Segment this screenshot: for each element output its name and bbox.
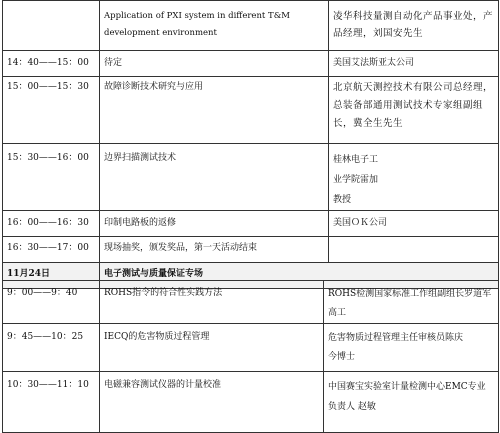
table-row (3, 77, 499, 144)
time-cell (3, 1, 100, 51)
speaker-cell: 凌华科技量测自动化产品事业处，产品经理，刘国安先生 (329, 1, 499, 51)
table-row (3, 144, 499, 211)
day-title: 电子测试与质量保证专场 (100, 263, 499, 289)
topic-cell: ROHS指令的符合性实践方法 (100, 281, 324, 324)
topic-cell: 待定 (100, 51, 329, 77)
topic-cell: IECQ的危害物质过程管理 (100, 324, 324, 372)
speaker-cell (329, 237, 499, 263)
table-row (3, 211, 499, 237)
time-cell: 16：30——17：00 (3, 237, 100, 263)
topic-cell: Application of PXI system in different T&M development environment (100, 1, 329, 51)
speaker-cell: 美国ＯＫ公司 (329, 211, 499, 237)
schedule-table (2, 0, 499, 289)
time-cell: 9：00——9：40 (3, 281, 100, 324)
time-cell: 9：45——10：25 (3, 324, 100, 372)
table-row (3, 1, 499, 51)
topic-cell: 现场抽奖，颁发奖品，第一天活动结束 (100, 237, 329, 263)
table-row (3, 281, 499, 324)
table-row (3, 237, 499, 263)
speaker-cell: 危害物质过程管理主任审核员陈庆今博士 (324, 324, 499, 372)
time-cell: 16：00——16：30 (3, 211, 100, 237)
topic-cell: 印制电路板的返修 (100, 211, 329, 237)
topic-cell: 边界扫描测试技术 (100, 144, 329, 211)
table-row (3, 372, 499, 433)
table-row (3, 324, 499, 372)
time-cell: 15：00——15：30 (3, 77, 100, 144)
time-cell: 14：40——15：00 (3, 51, 100, 77)
topic-cell: 电磁兼容测试仪器的计量校准 (100, 372, 324, 433)
schedule-table-day2 (2, 280, 499, 433)
speaker-cell: 桂林电子工业学院雷加教授 (329, 144, 499, 211)
day-date: 11月24日 (3, 263, 100, 289)
topic-cell: 故障诊断技术研究与应用 (100, 77, 329, 144)
speaker-cell: 美国艾法斯亚太公司 (329, 51, 499, 77)
time-cell: 10：30——11：10 (3, 372, 100, 433)
time-cell: 15：30——16：00 (3, 144, 100, 211)
speaker-cell: ROHS检测国家标准工作组副组长罗道军高工 (324, 281, 499, 324)
table-row (3, 51, 499, 77)
speaker-cell: 北京航天测控技术有限公司总经理，总装备部通用测试技术专家组副组长，冀全生先生 (329, 77, 499, 144)
speaker-cell: 中国赛宝实验室计量检测中心EMC专业负责人 赵敏 (324, 372, 499, 433)
